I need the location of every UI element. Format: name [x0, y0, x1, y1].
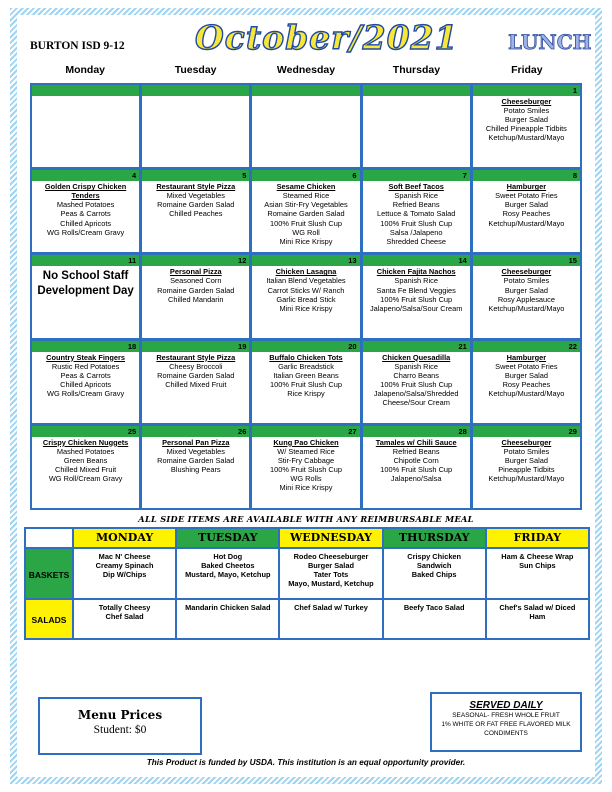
day-menu: [32, 352, 139, 398]
side-item: Carrot Sticks W/ Ranch: [267, 285, 345, 295]
basket-item: [383, 548, 486, 599]
calendar-day-cell: [252, 170, 359, 252]
side-item: Sweet Potato Fries: [495, 191, 558, 201]
day-menu: [32, 96, 139, 97]
entree: Cheeseburger: [501, 437, 552, 447]
side-item: Chipotle Corn: [393, 455, 439, 465]
side-item: Mixed Vegetables: [166, 191, 225, 201]
day-menu: [252, 266, 359, 312]
day-menu: [473, 437, 580, 483]
side-item: Mini Rice Krispy: [279, 303, 333, 313]
salad-line: Chef's Salad w/ Diced: [499, 603, 576, 613]
basket-line: Burger Salad: [307, 561, 354, 571]
calendar-day-cell: [252, 85, 359, 167]
calendar-day-cell: [363, 341, 470, 423]
side-item: Burger Salad: [504, 200, 548, 210]
basket-line: Creamy Spinach: [95, 561, 154, 571]
side-item: Chilled Peaches: [169, 209, 223, 219]
side-item: Romaine Garden Salad: [157, 200, 235, 210]
day-number: 20: [252, 341, 359, 352]
options-header-row: [25, 528, 589, 548]
served-daily-title: SERVED DAILY: [469, 700, 543, 711]
side-item: Rice Krispy: [287, 388, 325, 398]
side-item: WG Rolls/Cream Gravy: [46, 227, 125, 237]
day-number: 27: [252, 426, 359, 437]
side-item: 100% Fruit Slush Cup: [380, 465, 453, 475]
day-header-thursday: Thursday: [392, 64, 441, 76]
options-header-friday: FRIDAY: [486, 528, 589, 548]
day-menu: [142, 96, 249, 97]
side-item: Potato Smiles: [503, 446, 550, 456]
meal-title: LUNCH: [508, 30, 592, 54]
day-menu: [252, 437, 359, 493]
day-number: [142, 85, 249, 96]
entree: Hamburger: [506, 182, 547, 192]
side-item: Potato Smiles: [503, 276, 550, 286]
calendar-day-cell: [142, 85, 249, 167]
side-item: Refried Beans: [392, 446, 440, 456]
side-item: Green Beans: [63, 455, 108, 465]
day-number: 7: [363, 170, 470, 181]
salad-line: Chef Salad: [105, 612, 144, 622]
entree: Restaurant Style Pizza: [156, 182, 236, 192]
calendar-day-cell: [363, 170, 470, 252]
day-menu: [142, 437, 249, 474]
day-number: 8: [473, 170, 580, 181]
side-item: Chilled Mixed Fruit: [54, 465, 117, 475]
options-header-tuesday: TUESDAY: [176, 528, 279, 548]
calendar-day-cell: [142, 426, 249, 508]
day-number: 28: [363, 426, 470, 437]
calendar-day-cell: [473, 255, 580, 337]
no-school-notice: No School Staff Development Day: [37, 270, 134, 297]
served-daily-line: 1% WHITE OR FAT FREE FLAVORED MILK: [441, 721, 571, 728]
basket-item: [73, 548, 176, 599]
month-title: October/2021: [195, 18, 459, 57]
basket-line: Ham & Cheese Wrap: [501, 552, 574, 562]
salad-item: [176, 599, 279, 639]
day-number: 6: [252, 170, 359, 181]
day-number: 18: [32, 341, 139, 352]
basket-line: Baked Chips: [411, 570, 457, 580]
student-price: Student: $0: [93, 724, 147, 736]
basket-line: Dip W/Chips: [102, 570, 147, 580]
entree: Chicken Lasagna: [275, 267, 337, 277]
day-number: 11: [32, 255, 139, 266]
side-item: 100% Fruit Slush Cup: [270, 465, 342, 475]
side-item: WG Rolls: [290, 474, 322, 484]
entree: Restaurant Style Pizza: [156, 352, 236, 362]
entree: Personal Pizza: [169, 267, 222, 277]
side-item: Chilled Mixed Fruit: [165, 379, 227, 389]
side-item: Jalapeno/Salsa: [390, 474, 442, 484]
side-item: Ketchup/Mustard/Mayo: [488, 388, 565, 398]
side-item: Seasoned Corn: [170, 276, 222, 286]
day-number: [252, 85, 359, 96]
side-item: 100% Fruit Slush Cup: [270, 379, 342, 389]
basket-item: [486, 548, 589, 599]
day-menu: [252, 96, 359, 97]
entree: Tamales w/ Chili Sauce: [375, 437, 457, 447]
calendar-day-cell: [32, 426, 139, 508]
options-corner: [25, 528, 73, 548]
entree: Soft Beef Tacos: [388, 182, 444, 192]
salad-line: Totally Cheesy: [98, 603, 151, 613]
basket-item: [176, 548, 279, 599]
day-menu: [363, 181, 470, 246]
side-item: Jalapeno/Salsa/Shredded Cheese/Sour Cream: [373, 388, 459, 408]
day-menu: [473, 96, 580, 142]
menu-prices-box: [38, 697, 202, 755]
day-number: 15: [473, 255, 580, 266]
baskets-row: [25, 548, 589, 599]
day-number: [32, 85, 139, 96]
day-number: [363, 85, 470, 96]
day-menu: [252, 181, 359, 246]
salad-line: Mandarin Chicken Salad: [185, 603, 271, 613]
salads-label: SALADS: [25, 599, 73, 639]
calendar-day-cell: [363, 255, 470, 337]
day-menu: [473, 352, 580, 398]
options-table: [24, 527, 590, 640]
side-item: Santa Fe Blend Veggies: [376, 285, 456, 295]
salads-row: [25, 599, 589, 639]
side-item: Peas & Carrots: [60, 209, 111, 219]
day-menu: [473, 266, 580, 312]
side-item: Shredded Cheese: [386, 236, 446, 246]
salad-item: [73, 599, 176, 639]
calendar-grid: [30, 83, 582, 510]
side-item: WG Rolls/Cream Gravy: [46, 388, 125, 398]
basket-line: Rodeo Cheeseburger: [293, 552, 369, 562]
baskets-label: BASKETS: [25, 548, 73, 599]
side-item: Blushing Pears: [170, 465, 221, 475]
side-item: Chilled Apricots: [60, 218, 112, 228]
entree: Crispy Chicken Nuggets: [42, 437, 129, 447]
entree: Hamburger: [506, 352, 547, 362]
side-item: Mini Rice Krispy: [279, 483, 333, 493]
side-item: Burger Salad: [504, 455, 548, 465]
day-menu: [363, 96, 470, 97]
calendar-day-headers: [30, 64, 582, 80]
day-number: 5: [142, 170, 249, 181]
side-item: 100% Fruit Slush Cup: [380, 218, 453, 228]
side-item: WG Roll: [292, 227, 320, 237]
calendar-day-cell: [142, 255, 249, 337]
side-item: Potato Smiles: [503, 106, 550, 116]
day-menu: [473, 181, 580, 227]
side-item: Garlic Breadstick: [278, 361, 334, 371]
side-item: Romaine Garden Salad: [157, 455, 235, 465]
day-header-friday: Friday: [511, 64, 543, 76]
side-item: WG Roll/Cream Gravy: [48, 474, 123, 484]
side-item: Salsa /Jalapeno: [389, 227, 443, 237]
entree: Cheeseburger: [501, 97, 552, 106]
entree: Country Steak Fingers: [46, 352, 126, 362]
side-item: Charro Beans: [393, 370, 439, 380]
side-item: Mini Rice Krispy: [279, 236, 333, 246]
side-item: Chilled Apricots: [60, 379, 112, 389]
side-item: Ketchup/Mustard/Mayo: [488, 474, 565, 484]
day-number: 1: [473, 85, 580, 96]
side-item: Spanish Rice: [394, 191, 438, 201]
calendar-day-cell: [32, 341, 139, 423]
side-item: Jalapeno/Salsa/Sour Cream: [369, 303, 463, 313]
basket-line: Mac N' Cheese: [98, 552, 151, 562]
options-header-wednesday: WEDNESDAY: [279, 528, 382, 548]
options-header-thursday: THURSDAY: [383, 528, 486, 548]
side-item: Ketchup/Mustard/Mayo: [488, 218, 565, 228]
salad-line: Ham: [529, 612, 546, 622]
salad-line: Beefy Taco Salad: [403, 603, 465, 613]
salad-item: [486, 599, 589, 639]
calendar-day-cell: [363, 85, 470, 167]
side-item: Mixed Vegetables: [166, 446, 225, 456]
basket-line: Tater Tots: [313, 570, 349, 580]
side-item: Rosy Peaches: [502, 209, 551, 219]
side-item: Garlic Bread Stick: [276, 294, 336, 304]
basket-line: Mayo, Mustard, Ketchup: [288, 579, 374, 589]
side-item: Chilled Pineapple Tidbits: [485, 124, 567, 134]
menu-prices-title: Menu Prices: [77, 708, 163, 722]
entree: Cheeseburger: [501, 267, 552, 277]
side-item: Burger Salad: [504, 285, 548, 295]
served-daily-box: [430, 692, 582, 752]
side-item: Steamed Rice: [282, 191, 330, 201]
side-item: Lettuce & Tomato Salad: [377, 209, 456, 219]
side-item: W/ Steamed Rice: [277, 446, 335, 456]
side-item: Mashed Potatoes: [56, 200, 115, 210]
day-menu: [32, 181, 139, 237]
calendar-day-cell: [252, 341, 359, 423]
basket-line: Mustard, Mayo, Ketchup: [185, 570, 271, 580]
day-menu: [32, 266, 139, 298]
day-menu: [252, 352, 359, 398]
entree: Kung Pao Chicken: [273, 437, 339, 447]
side-item: Chilled Mandarin: [168, 294, 224, 304]
salad-line: Chef Salad w/ Turkey: [294, 603, 368, 613]
side-item: Rosy Applesauce: [497, 294, 555, 304]
side-item: Ketchup/Mustard/Mayo: [488, 303, 565, 313]
side-item: Peas & Carrots: [60, 370, 111, 380]
day-menu: [32, 437, 139, 483]
side-item: Sweet Potato Fries: [495, 361, 558, 371]
day-number: 29: [473, 426, 580, 437]
basket-line: Hot Dog: [213, 552, 243, 562]
day-number: 21: [363, 341, 470, 352]
side-item: Italian Green Beans: [273, 370, 339, 380]
salad-item: [383, 599, 486, 639]
side-item: Burger Salad: [504, 115, 548, 125]
calendar-day-cell: [32, 85, 139, 167]
calendar-day-cell: [252, 426, 359, 508]
day-header-monday: Monday: [65, 64, 106, 76]
side-item: Asian Stir-Fry Vegetables: [264, 200, 348, 210]
basket-item: [279, 548, 382, 599]
side-item: Romaine Garden Salad: [157, 370, 235, 380]
calendar-day-cell: [473, 341, 580, 423]
basket-line: Crispy Chicken: [407, 552, 462, 562]
entree: Personal Pan Pizza: [162, 437, 230, 447]
side-item: Pineapple Tidbits: [498, 465, 555, 475]
day-menu: [142, 266, 249, 303]
entree: Buffalo Chicken Tots: [269, 352, 343, 362]
served-daily-line: SEASONAL- FRESH WHOLE FRUIT: [452, 712, 560, 719]
day-number: 14: [363, 255, 470, 266]
day-menu: [363, 437, 470, 483]
side-item: Refried Beans: [392, 200, 440, 210]
day-number: 13: [252, 255, 359, 266]
side-item: 100% Fruit Slush Cup: [270, 218, 342, 228]
side-item: Romaine Garden Salad: [267, 209, 345, 219]
day-menu: [363, 352, 470, 408]
side-item: Romaine Garden Salad: [157, 285, 235, 295]
options-header-monday: MONDAY: [73, 528, 176, 548]
entree: Chicken Fajita Nachos: [376, 267, 456, 277]
basket-line: Sandwich: [416, 561, 452, 571]
side-item: Rustic Red Potatoes: [51, 361, 120, 371]
day-header-tuesday: Tuesday: [174, 64, 217, 76]
calendar-day-cell: [142, 170, 249, 252]
reimbursable-note: ALL SIDE ITEMS ARE AVAILABLE WITH ANY REIMBURSABLE MEAL: [138, 514, 474, 524]
entree: Sesame Chicken: [276, 182, 336, 192]
calendar-day-cell: [32, 255, 139, 337]
side-item: Italian Blend Vegetables: [266, 276, 346, 286]
day-number: 22: [473, 341, 580, 352]
calendar-day-cell: [473, 85, 580, 167]
basket-line: Baked Cheetos: [201, 561, 255, 571]
calendar-day-cell: [142, 341, 249, 423]
entree: Golden Crispy Chicken Tenders: [44, 182, 127, 201]
side-item: Rosy Peaches: [502, 379, 551, 389]
day-number: 12: [142, 255, 249, 266]
day-number: 25: [32, 426, 139, 437]
calendar-day-cell: [32, 170, 139, 252]
calendar-day-cell: [473, 170, 580, 252]
salad-item: [279, 599, 382, 639]
calendar-day-cell: [363, 426, 470, 508]
day-menu: [142, 352, 249, 389]
side-item: 100% Fruit Slush Cup: [380, 379, 453, 389]
calendar-day-cell: [473, 426, 580, 508]
district-name: BURTON ISD 9-12: [30, 40, 125, 52]
footer-disclaimer: This Product is funded by USDA. This institution is an equal opportunity provider.: [146, 758, 466, 767]
side-item: Cheesy Broccoli: [169, 361, 223, 371]
side-item: Stir-Fry Cabbage: [277, 455, 335, 465]
day-number: 26: [142, 426, 249, 437]
day-menu: [142, 181, 249, 218]
side-item: Mashed Potatoes: [56, 446, 115, 456]
day-number: 4: [32, 170, 139, 181]
day-header-wednesday: Wednesday: [276, 64, 336, 76]
side-item: Ketchup/Mustard/Mayo: [488, 133, 565, 143]
basket-line: Sun Chips: [519, 561, 556, 571]
served-daily-line: CONDIMENTS: [484, 730, 528, 737]
day-number: 19: [142, 341, 249, 352]
side-item: Burger Salad: [504, 370, 548, 380]
entree: Chicken Quesadilla: [382, 352, 451, 362]
side-item: Spanish Rice: [394, 276, 438, 286]
side-item: 100% Fruit Slush Cup: [380, 294, 453, 304]
side-item: Spanish Rice: [394, 361, 438, 371]
day-menu: [363, 266, 470, 312]
calendar-day-cell: [252, 255, 359, 337]
